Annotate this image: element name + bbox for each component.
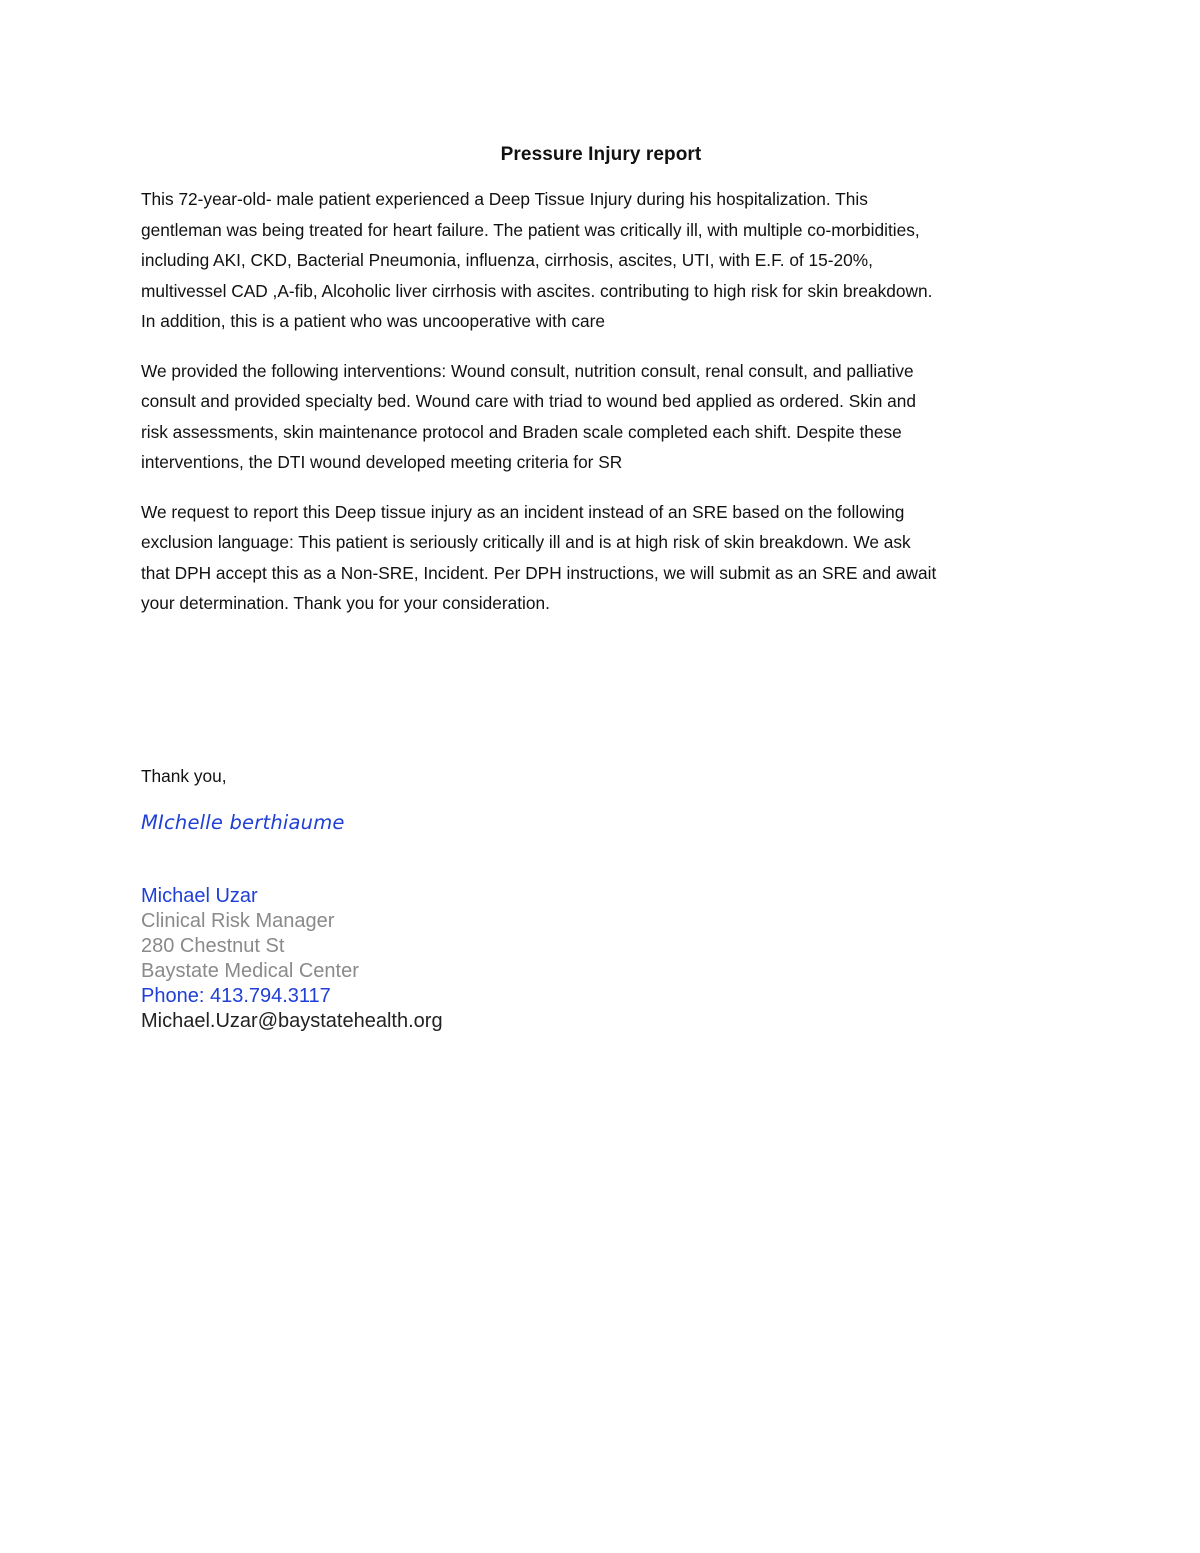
signature: MIchelle berthiaume [141, 811, 345, 834]
paragraph-line: This 72-year-old- male patient experienced a Deep Tissue Injury during his hospitalization. This [141, 189, 868, 209]
signer-name: Michael Uzar [141, 885, 258, 907]
paragraph-line: exclusion language: This patient is seriously critically ill and is at high risk of skin breakdown. We ask [141, 532, 911, 552]
paragraph-line: multivessel CAD ,A-fib, Alcoholic liver cirrhosis with ascites. contributing to high risk for skin breakdown. [141, 280, 933, 301]
paragraph-line: that DPH accept this as a Non-SRE, Incident. Per DPH instructions, we will submit as an SRE and await [141, 562, 937, 583]
paragraph-line: your determination. Thank you for your consideration. [141, 593, 550, 613]
signer-role: Clinical Risk Manager [141, 910, 335, 932]
paragraph-line: consult and provided specialty bed. Wound care with triad to wound bed applied as ordered. Skin and [141, 391, 916, 411]
paragraph-line: We request to report this Deep tissue injury as an incident instead of an SRE based on the following [141, 501, 905, 522]
signer-organization: Baystate Medical Center [141, 960, 359, 982]
paragraph-request [141, 497, 1061, 619]
paragraph-interventions [141, 356, 1061, 478]
paragraph-patient-summary [141, 184, 1061, 337]
signer-email: Michael.Uzar@baystatehealth.org [141, 1010, 443, 1032]
signer-phone: Phone: 413.794.3117 [141, 985, 331, 1007]
paragraph-line: gentleman was being treated for heart failure. The patient was critically ill, with multiple co-morbidities, [141, 219, 920, 240]
document-title: Pressure Injury report [500, 144, 702, 165]
paragraph-line: interventions, the DTI wound developed meeting criteria for SR [141, 452, 623, 472]
paragraph-line: risk assessments, skin maintenance protocol and Braden scale completed each shift. Despite these [141, 421, 902, 442]
paragraph-line: We provided the following interventions: Wound consult, nutrition consult, renal consult, and palliative [141, 360, 914, 381]
signature-block [141, 884, 443, 1034]
paragraph-line: In addition, this is a patient who was uncooperative with care [141, 311, 605, 331]
signer-address: 280 Chestnut St [141, 935, 285, 957]
paragraph-line: including AKI, CKD, Bacterial Pneumonia, influenza, cirrhosis, ascites, UTI, with E.F. of 15-20%, [141, 250, 873, 270]
document-body [141, 138, 1061, 638]
closing-text: Thank you, [141, 766, 227, 786]
